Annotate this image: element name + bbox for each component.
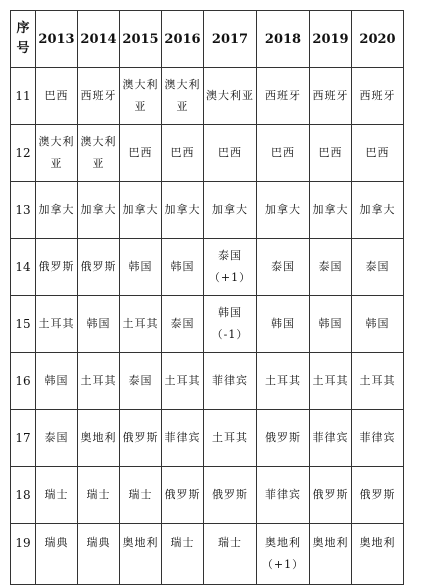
- table-cell: 泰国（+1）: [204, 239, 257, 296]
- table-cell: 奥地利: [352, 524, 404, 585]
- table-cell: 韩国: [352, 296, 404, 353]
- table-cell: 泰国: [257, 239, 310, 296]
- table-cell: 澳大利亚: [36, 125, 78, 182]
- table-row: [11, 239, 404, 296]
- table-row: [11, 182, 404, 239]
- row-index: 11: [11, 68, 36, 125]
- table-cell: 泰国: [36, 410, 78, 467]
- table-cell: 加拿大: [162, 182, 204, 239]
- table-cell: 土耳其: [162, 353, 204, 410]
- table-cell: 加拿大: [120, 182, 162, 239]
- table-cell: 泰国: [310, 239, 352, 296]
- table-cell: 瑞士: [36, 467, 78, 524]
- table-cell: 土耳其: [120, 296, 162, 353]
- table-row: [11, 467, 404, 524]
- table-cell: 菲律宾: [162, 410, 204, 467]
- row-index: 13: [11, 182, 36, 239]
- table-cell: 菲律宾: [352, 410, 404, 467]
- table-cell: 瑞士: [120, 467, 162, 524]
- table-cell: 俄罗斯: [78, 239, 120, 296]
- year-header: 2018: [257, 11, 310, 68]
- table-cell: 西班牙: [78, 68, 120, 125]
- table-cell: 泰国: [162, 296, 204, 353]
- table-cell: 俄罗斯: [352, 467, 404, 524]
- table-cell: 澳大利亚: [120, 68, 162, 125]
- table-cell: 奥地利: [120, 524, 162, 585]
- table-cell: 西班牙: [352, 68, 404, 125]
- table-row: [11, 68, 404, 125]
- table-row: [11, 353, 404, 410]
- row-index: 14: [11, 239, 36, 296]
- table-cell: 奥地利（+1）: [257, 524, 310, 585]
- table-cell: 巴西: [162, 125, 204, 182]
- table-cell: 俄罗斯: [257, 410, 310, 467]
- table-cell: 韩国: [78, 296, 120, 353]
- table-cell: 西班牙: [257, 68, 310, 125]
- year-header: 2013: [36, 11, 78, 68]
- table-cell: 土耳其: [352, 353, 404, 410]
- row-index: 15: [11, 296, 36, 353]
- year-header: 2020: [352, 11, 404, 68]
- year-header: 2014: [78, 11, 120, 68]
- table-cell: 加拿大: [36, 182, 78, 239]
- table-cell: 俄罗斯: [204, 467, 257, 524]
- table-row: [11, 410, 404, 467]
- table-cell: 土耳其: [310, 353, 352, 410]
- table-cell: 菲律宾: [310, 410, 352, 467]
- table-cell: 澳大利亚: [204, 68, 257, 125]
- table-cell: 巴西: [257, 125, 310, 182]
- table-cell: 澳大利亚: [162, 68, 204, 125]
- table-cell: 土耳其: [78, 353, 120, 410]
- table-cell: 奥地利: [310, 524, 352, 585]
- table-cell: 巴西: [120, 125, 162, 182]
- table-cell: 土耳其: [36, 296, 78, 353]
- row-index: 19: [11, 524, 36, 585]
- row-index: 12: [11, 125, 36, 182]
- table-cell: 韩国: [257, 296, 310, 353]
- table-cell: 韩国（-1）: [204, 296, 257, 353]
- table-cell: 菲律宾: [204, 353, 257, 410]
- table-cell: 巴西: [310, 125, 352, 182]
- table-cell: 泰国: [352, 239, 404, 296]
- table-cell: 土耳其: [257, 353, 310, 410]
- table-cell: 西班牙: [310, 68, 352, 125]
- year-header: 2015: [120, 11, 162, 68]
- table-cell: 瑞典: [36, 524, 78, 585]
- table-row: [11, 125, 404, 182]
- index-header: 序号: [11, 11, 36, 68]
- table-cell: 俄罗斯: [120, 410, 162, 467]
- row-index: 16: [11, 353, 36, 410]
- year-header: 2017: [204, 11, 257, 68]
- table-cell: 韩国: [36, 353, 78, 410]
- table-cell: 巴西: [352, 125, 404, 182]
- table-cell: 俄罗斯: [310, 467, 352, 524]
- year-header: 2019: [310, 11, 352, 68]
- year-header: 2016: [162, 11, 204, 68]
- table-cell: 俄罗斯: [36, 239, 78, 296]
- table-cell: 加拿大: [204, 182, 257, 239]
- table-cell: 巴西: [204, 125, 257, 182]
- table-cell: 巴西: [36, 68, 78, 125]
- table-cell: 韩国: [120, 239, 162, 296]
- table-cell: 瑞典: [78, 524, 120, 585]
- row-index: 17: [11, 410, 36, 467]
- table-cell: 泰国: [120, 353, 162, 410]
- table-cell: 澳大利亚: [78, 125, 120, 182]
- table-cell: 俄罗斯: [162, 467, 204, 524]
- table-cell: 加拿大: [257, 182, 310, 239]
- country-ranking-table: [10, 10, 404, 585]
- table-cell: 加拿大: [352, 182, 404, 239]
- header-row: [11, 11, 404, 68]
- table-cell: 瑞士: [162, 524, 204, 585]
- table-row: [11, 296, 404, 353]
- table-cell: 奥地利: [78, 410, 120, 467]
- row-index: 18: [11, 467, 36, 524]
- table-cell: 菲律宾: [257, 467, 310, 524]
- table-cell: 瑞士: [78, 467, 120, 524]
- table-cell: 瑞士: [204, 524, 257, 585]
- table-cell: 加拿大: [310, 182, 352, 239]
- table-row: [11, 524, 404, 585]
- table-cell: 加拿大: [78, 182, 120, 239]
- table-cell: 韩国: [162, 239, 204, 296]
- table-cell: 韩国: [310, 296, 352, 353]
- table-cell: 土耳其: [204, 410, 257, 467]
